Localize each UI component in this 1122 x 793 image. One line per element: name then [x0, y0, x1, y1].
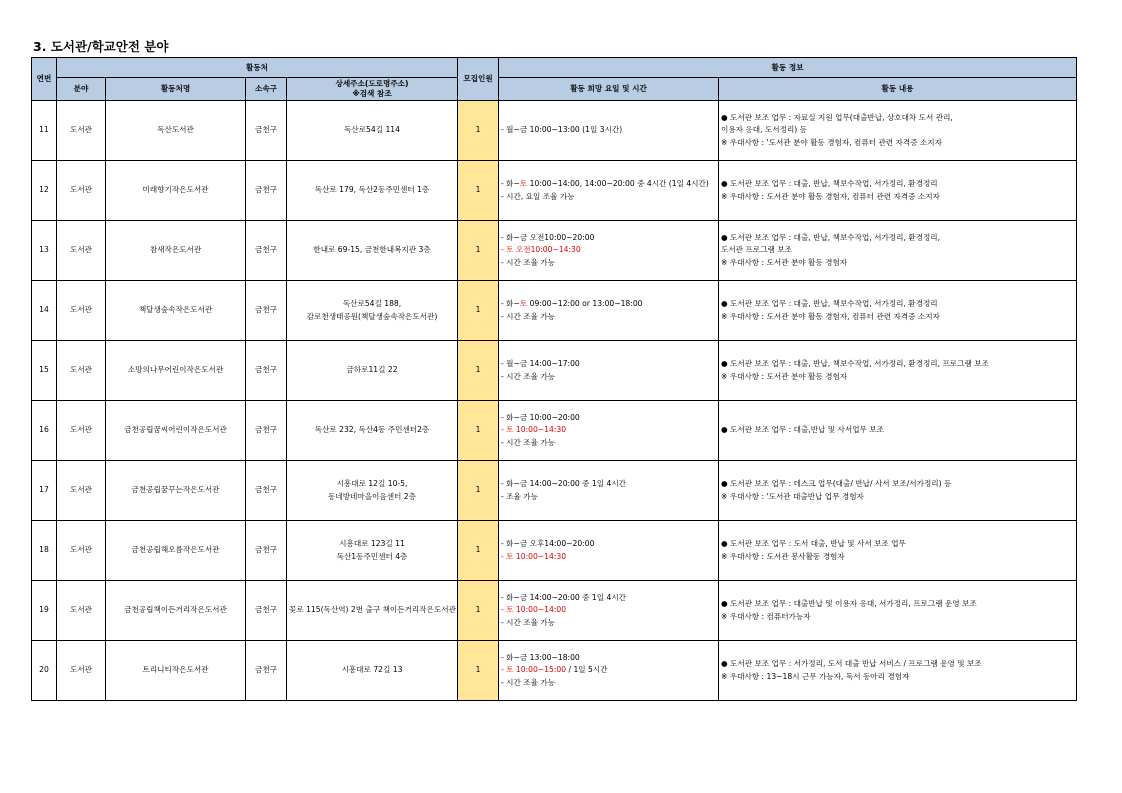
- row-place-name: 미래향기작은도서관: [106, 161, 246, 221]
- content-line: ● 도서관 보조 업무 : 대출, 반납, 책보수작업, 서가정리, 환경정리, 프로그램 보조: [721, 359, 989, 369]
- row-field: 도서관: [57, 221, 106, 281]
- row-content: [719, 461, 1077, 521]
- time-post: / 1일 5시간: [566, 665, 608, 675]
- time-line: [501, 617, 716, 629]
- content-line: ● 도서관 보조 업무 : 대출, 반납, 책보수작업, 서가정리, 환경정리: [721, 299, 938, 309]
- time-red: 토: [519, 299, 528, 309]
- time-text: - 월~금 14:00~17:00: [501, 359, 580, 369]
- row-content: [719, 221, 1077, 281]
- content-line: ● 도서관 보조 업무 : 대출, 반납, 책보수작업, 서가정리, 환경정리,: [721, 232, 941, 242]
- row-recruit: 1: [458, 461, 499, 521]
- header-time: 활동 희망 요일 및 시간: [499, 78, 719, 101]
- row-content: [719, 341, 1077, 401]
- content-line: ● 도서관 보조 업무 : 서가정리, 도서 대출 반납 서비스 / 프로그램 운영 및 보조: [721, 659, 982, 669]
- time-line: [501, 664, 716, 676]
- row-time: [499, 161, 719, 221]
- row-time: [499, 101, 719, 161]
- row-no: 18: [32, 521, 57, 581]
- row-content: [719, 401, 1077, 461]
- row-recruit: 1: [458, 581, 499, 641]
- row-place-name: 금천공립꿈꾸는작은도서관: [106, 461, 246, 521]
- address-line: 시흥대로 72길 13: [341, 665, 403, 675]
- row-address: [287, 401, 458, 461]
- row-time: [499, 581, 719, 641]
- row-place-name: 소망의나무어린이작은도서관: [106, 341, 246, 401]
- time-line: [501, 538, 716, 550]
- row-no: 17: [32, 461, 57, 521]
- row-district: 금천구: [246, 341, 287, 401]
- header-field: 분야: [57, 78, 106, 101]
- row-place-name: 참새작은도서관: [106, 221, 246, 281]
- time-text: - 시간 조율 가능: [501, 257, 556, 267]
- time-text: - 화~금 13:00~18:00: [501, 652, 580, 662]
- header-district: 소속구: [246, 78, 287, 101]
- address-line: 꽃로 115(독산역) 2번 출구 책이든거리작은도서관: [289, 605, 456, 615]
- row-address: [287, 221, 458, 281]
- content-line: ※ 우대사항 : '도서관 분야 활동 경험자, 컴퓨터 관련 자격증 소지자: [721, 137, 942, 147]
- row-field: 도서관: [57, 401, 106, 461]
- row-place-name: 책달생숲속작은도서관: [106, 281, 246, 341]
- row-recruit: 1: [458, 101, 499, 161]
- row-field: 도서관: [57, 461, 106, 521]
- content-line: ● 도서관 보조 업무 : 대출, 반납, 책보수작업, 서가정리, 환경정리: [721, 179, 938, 189]
- header-place-name: 활동처명: [106, 78, 246, 101]
- row-address: [287, 281, 458, 341]
- table-row: [32, 341, 1077, 401]
- time-text: - 시간 조율 가능: [501, 437, 556, 447]
- time-line: [501, 371, 716, 383]
- content-line: ※ 우대사항 : 도서관 봉사활동 경험자: [721, 551, 845, 561]
- table-row: [32, 281, 1077, 341]
- row-place-name: 트리니티작은도서관: [106, 641, 246, 701]
- time-line: [501, 491, 716, 503]
- row-time: [499, 461, 719, 521]
- time-pre: - 화~: [501, 179, 520, 189]
- time-text: - 시간 조율 가능: [501, 617, 556, 627]
- row-address: [287, 521, 458, 581]
- row-time: [499, 401, 719, 461]
- time-line: [501, 232, 716, 244]
- time-line: [501, 124, 716, 136]
- row-address: [287, 101, 458, 161]
- row-field: 도서관: [57, 521, 106, 581]
- row-time: [499, 641, 719, 701]
- row-recruit: 1: [458, 281, 499, 341]
- content-line: ● 도서관 보조 업무 : 자료실 지원 업무(대출반납, 상호대차 도서 관리,: [721, 112, 953, 122]
- address-line: 독산로 179, 독산2동주민센터 1층: [314, 185, 430, 195]
- address-line: 독산로54길 188,: [342, 299, 402, 309]
- header-no: 연번: [32, 58, 57, 101]
- time-line: [501, 437, 716, 449]
- content-line: ※ 우대사항 : 도서관 분야 활동 경험자, 컴퓨터 관련 자격증 소지자: [721, 311, 940, 321]
- row-field: 도서관: [57, 161, 106, 221]
- row-no: 11: [32, 101, 57, 161]
- content-line: 이용자 응대, 도서정리) 등: [721, 125, 807, 135]
- time-red: - 토 10:00~14:30: [501, 425, 567, 435]
- row-recruit: 1: [458, 521, 499, 581]
- content-line: ※ 우대사항 : 도서관 분야 활동 경험자: [721, 257, 848, 267]
- header-address-line2: ※검색 참조: [352, 89, 392, 98]
- row-time: [499, 221, 719, 281]
- address-line: 독산로 232, 독산4동 주민센터2층: [314, 425, 430, 435]
- row-time: [499, 281, 719, 341]
- table-row: [32, 461, 1077, 521]
- row-place-name: 독산도서관: [106, 101, 246, 161]
- row-time: [499, 341, 719, 401]
- time-text: - 화~금 14:00~20:00 중 1일 4시간: [501, 479, 626, 489]
- time-text: - 시간, 요일 조율 가능: [501, 191, 575, 201]
- address-line: 금하로11길 22: [346, 365, 398, 375]
- content-line: ● 도서관 보조 업무 : 대출,반납 및 사서업무 보조: [721, 425, 884, 435]
- time-line: [501, 551, 716, 563]
- header-address-line1: 상세주소(도로명주소): [335, 79, 409, 88]
- time-line: [501, 178, 716, 190]
- row-content: [719, 641, 1077, 701]
- content-line: ● 도서관 보조 업무 : 데스크 업무(대출/ 반납/ 사서 보조/서가정리) 등: [721, 479, 952, 489]
- time-red: - 토 오전10:00~14:30: [501, 245, 581, 255]
- row-district: 금천구: [246, 461, 287, 521]
- table-row: [32, 161, 1077, 221]
- address-line: 감로천생태공원(책달생숲속작은도서관): [306, 311, 438, 321]
- address-line: 독산로54길 114: [344, 125, 400, 135]
- row-content: [719, 281, 1077, 341]
- time-post: 09:00~12:00 or 13:00~18:00: [527, 299, 643, 309]
- volunteer-table: [31, 57, 1077, 701]
- time-line: [501, 257, 716, 269]
- time-red: 토: [519, 179, 528, 189]
- row-no: 19: [32, 581, 57, 641]
- time-pre: - 화~: [501, 299, 520, 309]
- row-district: 금천구: [246, 521, 287, 581]
- row-address: [287, 161, 458, 221]
- content-line: ※ 우대사항 : '도서관 대출반납 업무 경험자: [721, 491, 864, 501]
- address-line: 시흥대로 12길 10-5,: [336, 479, 408, 489]
- row-district: 금천구: [246, 101, 287, 161]
- row-district: 금천구: [246, 221, 287, 281]
- time-line: [501, 412, 716, 424]
- row-no: 14: [32, 281, 57, 341]
- header-info-group: 활동 정보: [499, 58, 1077, 78]
- row-no: 20: [32, 641, 57, 701]
- content-line: ● 도서관 보조 업무 : 대출반납 및 이용자 응대, 서가정리, 프로그램 운영 보조: [721, 599, 977, 609]
- row-content: [719, 521, 1077, 581]
- row-no: 15: [32, 341, 57, 401]
- time-red: - 토 10:00~14:30: [501, 551, 567, 561]
- time-line: [501, 424, 716, 436]
- table-row: [32, 101, 1077, 161]
- content-line: 도서관 프로그램 보조: [721, 245, 792, 255]
- time-line: [501, 311, 716, 323]
- header-place-group: 활동처: [57, 58, 458, 78]
- row-field: 도서관: [57, 281, 106, 341]
- time-text: - 화~금 오전10:00~20:00: [501, 232, 595, 242]
- content-line: ● 도서관 보조 업무 : 도서 대출, 반납 및 사서 보조 업무: [721, 539, 906, 549]
- row-district: 금천구: [246, 161, 287, 221]
- row-place-name: 금천공립꿈씨어린이작은도서관: [106, 401, 246, 461]
- header-recruit: 모집인원: [458, 58, 499, 101]
- header-content: 활동 내용: [719, 78, 1077, 101]
- table-row: [32, 581, 1077, 641]
- time-line: [501, 298, 716, 310]
- content-line: ※ 우대사항 : 도서관 분야 활동 경험자, 컴퓨터 관련 자격증 소지자: [721, 191, 940, 201]
- time-text: - 시간 조율 가능: [501, 311, 556, 321]
- time-text: - 시간 조율 가능: [501, 677, 556, 687]
- row-place-name: 금천공립해오름작은도서관: [106, 521, 246, 581]
- row-address: [287, 641, 458, 701]
- table-body: [32, 101, 1077, 701]
- address-line: 동네방네마을이음센터 2층: [328, 491, 416, 501]
- header-address: [287, 78, 458, 101]
- address-line: 시흥대로 123길 11: [339, 539, 405, 549]
- time-text: - 조율 가능: [501, 491, 538, 501]
- address-line: 한내로 69-15, 금천한내복지관 3층: [313, 245, 431, 255]
- row-address: [287, 341, 458, 401]
- row-field: 도서관: [57, 101, 106, 161]
- row-district: 금천구: [246, 281, 287, 341]
- row-no: 13: [32, 221, 57, 281]
- time-line: [501, 244, 716, 256]
- time-text: - 월~금 10:00~13:00 (1일 3시간): [501, 125, 623, 135]
- row-district: 금천구: [246, 581, 287, 641]
- row-address: [287, 461, 458, 521]
- time-red: - 토 10:00~15:00: [501, 665, 567, 675]
- time-line: [501, 652, 716, 664]
- time-red: - 토 10:00~14:00: [501, 605, 567, 615]
- time-text: - 시간 조율 가능: [501, 371, 556, 381]
- time-post: 10:00~14:00, 14:00~20:00 중 4시간 (1일 4시간): [527, 179, 709, 189]
- row-recruit: 1: [458, 401, 499, 461]
- row-recruit: 1: [458, 341, 499, 401]
- row-content: [719, 161, 1077, 221]
- row-district: 금천구: [246, 401, 287, 461]
- content-line: ※ 우대사항 : 도서관 분야 활동 경험자: [721, 371, 848, 381]
- table-row: [32, 221, 1077, 281]
- row-field: 도서관: [57, 341, 106, 401]
- time-line: [501, 604, 716, 616]
- time-text: - 화~금 14:00~20:00 중 1일 4시간: [501, 592, 626, 602]
- row-recruit: 1: [458, 641, 499, 701]
- table-row: [32, 521, 1077, 581]
- time-text: - 화~금 오후14:00~20:00: [501, 539, 595, 549]
- content-line: ※ 우대사항 : 13~18시 근무 가능자, 독서 동아리 경험자: [721, 671, 910, 681]
- time-line: [501, 677, 716, 689]
- time-line: [501, 478, 716, 490]
- table-row: [32, 401, 1077, 461]
- row-time: [499, 521, 719, 581]
- row-address: [287, 581, 458, 641]
- time-text: - 화~금 10:00~20:00: [501, 412, 580, 422]
- row-no: 16: [32, 401, 57, 461]
- address-line: 독산1동주민센터 4층: [336, 551, 408, 561]
- time-line: [501, 191, 716, 203]
- table-row: [32, 641, 1077, 701]
- row-district: 금천구: [246, 641, 287, 701]
- row-field: 도서관: [57, 581, 106, 641]
- row-place-name: 금천공립책이든거리작은도서관: [106, 581, 246, 641]
- row-no: 12: [32, 161, 57, 221]
- row-content: [719, 101, 1077, 161]
- time-line: [501, 592, 716, 604]
- page-title: 3. 도서관/학교안전 분야: [33, 39, 169, 54]
- time-line: [501, 358, 716, 370]
- row-recruit: 1: [458, 221, 499, 281]
- row-field: 도서관: [57, 641, 106, 701]
- row-recruit: 1: [458, 161, 499, 221]
- row-content: [719, 581, 1077, 641]
- content-line: ※ 우대사항 : 컴퓨터가능자: [721, 611, 811, 621]
